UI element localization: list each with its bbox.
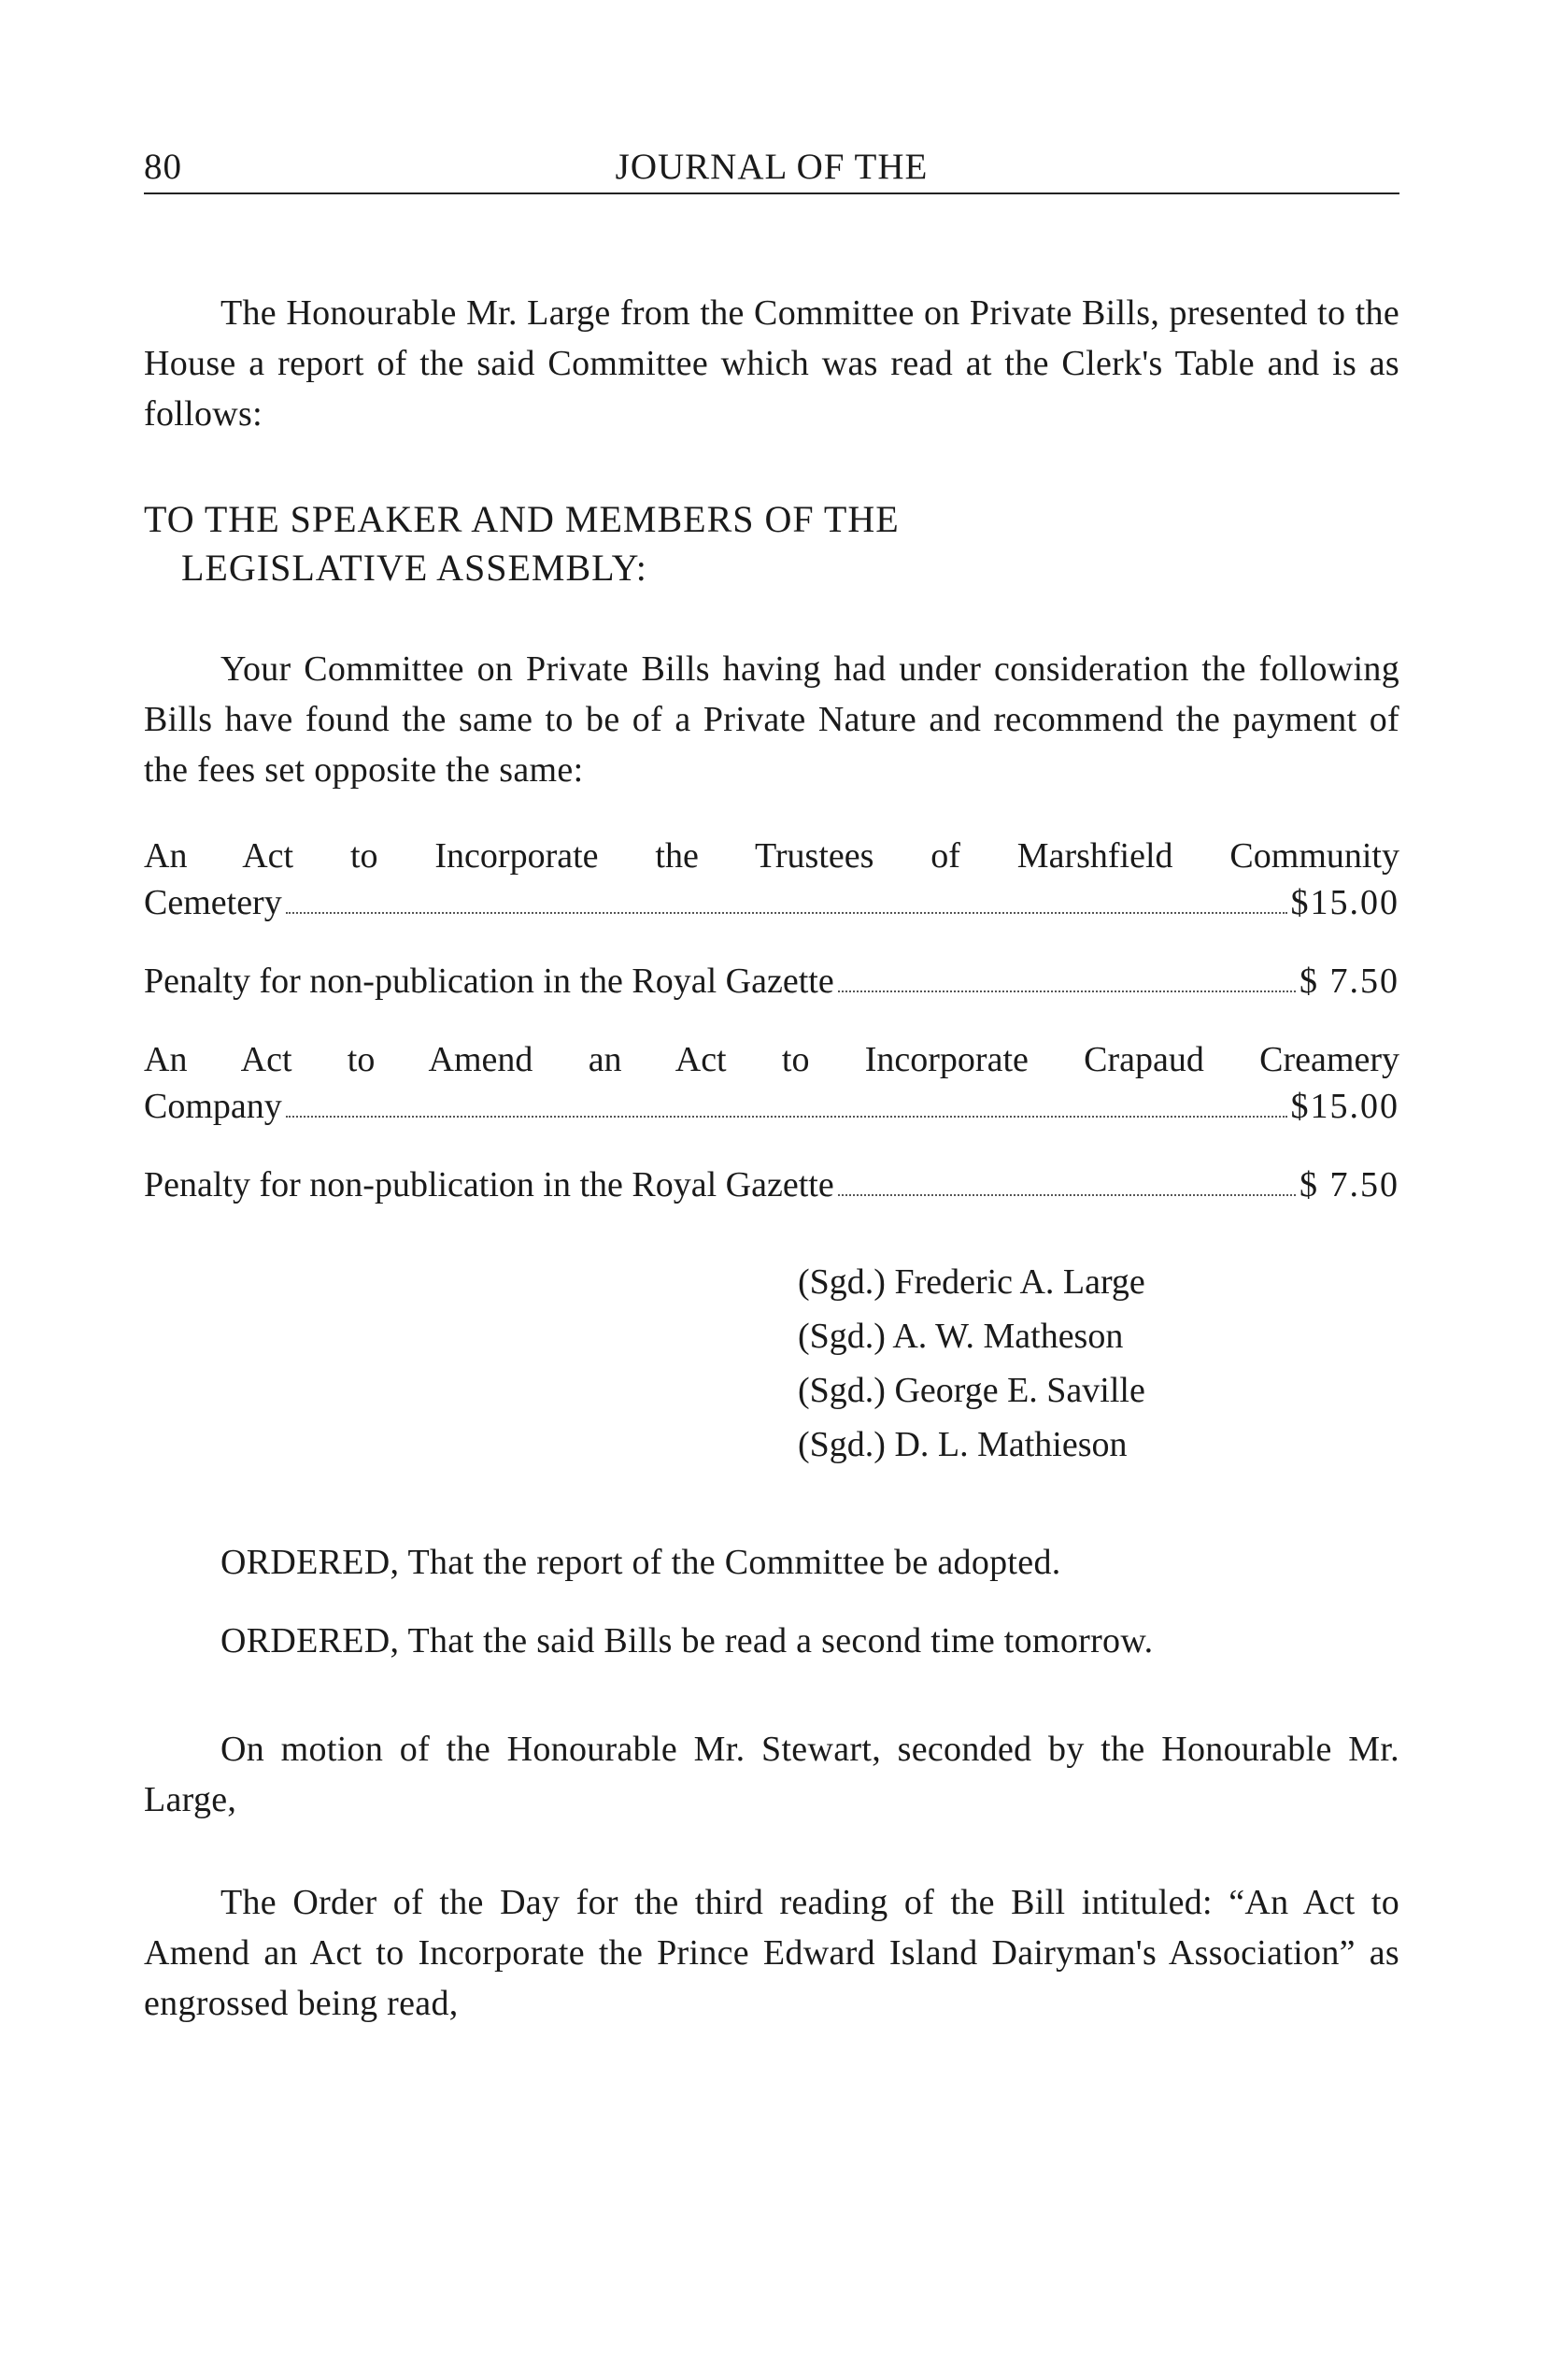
address-line-1: TO THE SPEAKER AND MEMBERS OF THE xyxy=(144,498,900,540)
motion-paragraph: On motion of the Honourable Mr. Stewart, seconded by the Honourable Mr. Large, xyxy=(144,1730,1399,1819)
page-number: 80 xyxy=(144,147,182,187)
ordered-second-reading: ORDERED, That the said Bills be read a second time tomorrow. xyxy=(220,1621,1154,1660)
dot-leader xyxy=(838,990,1296,992)
fee-item-1 xyxy=(144,833,1399,926)
fee-item-title: An Act to Incorporate the Trustees of Marshfield Community xyxy=(144,836,1399,876)
order-of-day-paragraph: The Order of the Day for the third reading of the Bill intituled: “An Act to Amend an Act to Incorporate the Prince Edward Island Dairyman's Association” as engrossed being read, xyxy=(144,1883,1399,2023)
signature-line: (Sgd.) George E. Saville xyxy=(798,1371,1145,1410)
fee-list xyxy=(144,833,1399,1208)
fee-item-2 xyxy=(144,958,1399,1005)
signature-line: (Sgd.) D. L. Mathieson xyxy=(798,1425,1128,1464)
dot-leader xyxy=(286,1116,1287,1118)
dot-leader xyxy=(286,912,1287,914)
fee-item-title-end: Cemetery xyxy=(144,883,282,922)
report-paragraph: Your Committee on Private Bills having had under consideration the following Bills have found the same to be of a Private Nature and recommend the payment of the fees set opposite the same: xyxy=(144,649,1399,790)
fee-amount: $15.00 xyxy=(1290,883,1399,922)
ordered-adopted: ORDERED, That the report of the Committee be adopted. xyxy=(220,1543,1061,1582)
fee-amount: $15.00 xyxy=(1290,1087,1399,1126)
signature-block xyxy=(798,1255,1399,1472)
fee-item-3 xyxy=(144,1036,1399,1130)
fee-amount: $ 7.50 xyxy=(1299,1165,1399,1204)
fee-item-title-end: Penalty for non-publication in the Royal Gazette xyxy=(144,962,834,1001)
fee-item-title-end: Company xyxy=(144,1087,282,1126)
journal-page xyxy=(144,140,1399,2029)
fee-item-title-end: Penalty for non-publication in the Royal Gazette xyxy=(144,1165,834,1204)
running-title: JOURNAL OF THE xyxy=(615,147,929,187)
dot-leader xyxy=(838,1194,1296,1196)
report-address xyxy=(144,495,1399,592)
page-header xyxy=(144,140,1399,194)
fee-amount: $ 7.50 xyxy=(1299,962,1399,1001)
fee-item-4 xyxy=(144,1161,1399,1208)
signature-line: (Sgd.) A. W. Matheson xyxy=(798,1317,1124,1356)
fee-item-title: An Act to Amend an Act to Incorporate Crapaud Creamery xyxy=(144,1040,1399,1079)
intro-paragraph: The Honourable Mr. Large from the Committee on Private Bills, presented to the House a report of the said Committee which was read at the Clerk's Table and is as follows: xyxy=(144,293,1399,434)
address-line-2: LEGISLATIVE ASSEMBLY: xyxy=(181,547,647,589)
signature-line: (Sgd.) Frederic A. Large xyxy=(798,1262,1145,1302)
